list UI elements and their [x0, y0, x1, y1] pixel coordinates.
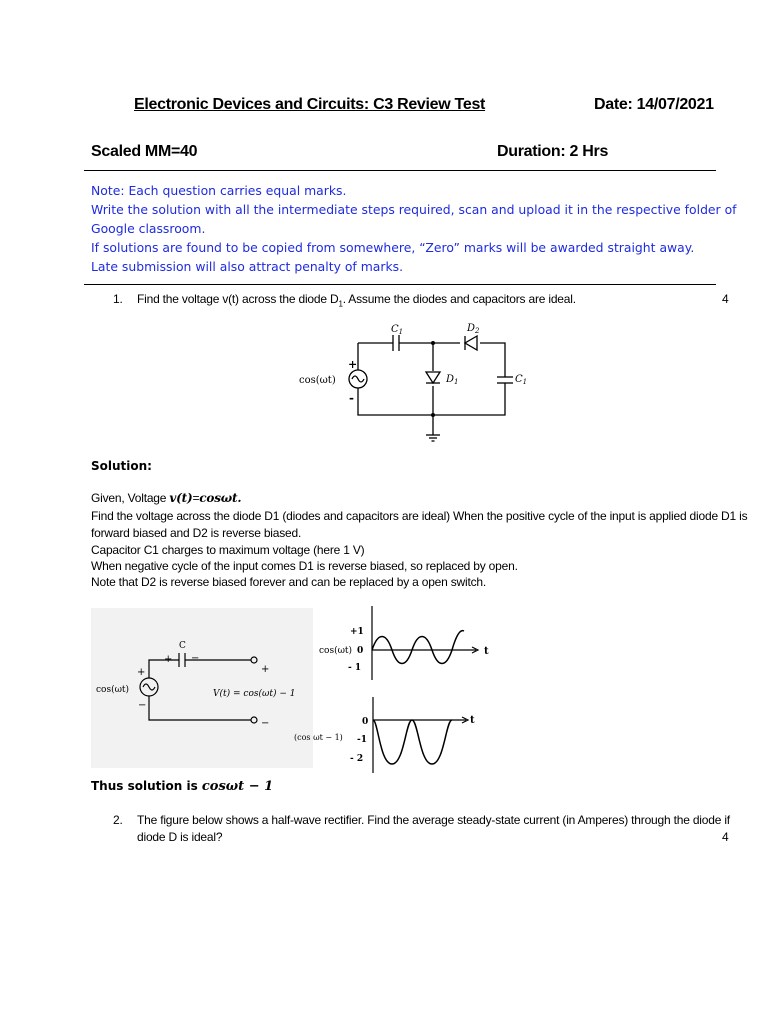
note-line-3: Google classroom.: [91, 221, 206, 236]
note-divider: [84, 284, 716, 285]
q1-source-label: cos(ωt): [299, 375, 336, 386]
graph-top-tick-0: 0: [357, 646, 364, 656]
test-title: Electronic Devices and Circuits: C3 Review Test: [134, 96, 486, 113]
solution-conclusion: Thus solution is cosωt − 1: [91, 779, 274, 794]
graph-top-xlabel: t: [484, 646, 489, 657]
header-divider: [84, 170, 716, 171]
q2-line-2: diode D is ideal?: [137, 830, 223, 844]
solution-circuit-cap-minus: −: [191, 653, 200, 664]
graph-top-tick-plus1: +1: [350, 627, 364, 637]
q1-marks: 4: [722, 292, 729, 306]
note-line-5: Late submission will also attract penalty of marks.: [91, 259, 404, 274]
solution-circuit-out-plus: +: [261, 664, 270, 675]
solution-circuit-equation: V(t) = cos(ωt) − 1: [213, 689, 296, 699]
graph-top-ylabel: cos(ωt): [319, 646, 353, 656]
graph-bottom-tick-0: 0: [362, 717, 369, 727]
solution-line-4: When negative cycle of the input comes D1 is reverse biased, so replaced by open.: [91, 559, 518, 573]
solution-circuit-cap-plus: +: [164, 654, 173, 665]
q1-circuit-diagram: [295, 318, 535, 443]
q1-text: Find the voltage v(t) across the diode $D_1$. Assume the diodes and capacitors are ideal.: [137, 292, 576, 309]
solution-given: Given, Voltage v(t)=cosωt.: [91, 491, 242, 505]
q1-d2-label: $D_2$: [467, 323, 480, 335]
q1-source-plus: +: [348, 358, 358, 371]
graph-bottom-tick-minus1: -1: [357, 735, 367, 745]
graph-bottom-xlabel: t: [470, 715, 475, 726]
q2-line-1: The figure below shows a half-wave rectifier. Find the average steady-state current (in Amperes) through the diode if: [137, 813, 730, 827]
solution-line-1: Find the voltage across the diode D1 (diodes and capacitors are ideal) When the positive cycle of the input is applied diode D1 is: [91, 509, 748, 523]
solution-circuit-source-plus: +: [137, 667, 146, 678]
solution-line-3: Capacitor C1 charges to maximum voltage (here 1 V): [91, 543, 365, 557]
test-date: Date: 14/07/2021: [594, 96, 714, 113]
q1-c1-top-label: $C_1$: [391, 324, 404, 336]
solution-circuit-out-minus: −: [261, 718, 270, 729]
graph-top-tick-minus1: - 1: [348, 663, 362, 673]
solution-circuit-source-label: cos(ωt): [96, 685, 130, 695]
test-duration: Duration: 2 Hrs: [497, 143, 609, 160]
q1-source-minus: -: [349, 391, 354, 405]
graph-bottom-tick-minus2: - 2: [350, 754, 364, 764]
q2-number: 2.: [113, 813, 123, 827]
q1-c1-right-label: $C_1$: [515, 374, 528, 386]
q1-d1-label: $D_1$: [446, 374, 459, 386]
note-line-4: If solutions are found to be copied from somewhere, “Zero” marks will be awarded straight away.: [91, 240, 695, 255]
graph-input-cos: [312, 603, 502, 683]
solution-circuit-diagram: [91, 608, 313, 768]
q2-marks: 4: [722, 830, 729, 844]
solution-heading: Solution:: [91, 459, 152, 473]
q1-number: 1.: [113, 292, 123, 306]
graph-bottom-ylabel: (cos ωt − 1): [294, 733, 343, 742]
graph-output-cos-minus-1: [290, 694, 490, 776]
note-line-1: Note: Each question carries equal marks.: [91, 183, 347, 198]
note-line-2: Write the solution with all the intermediate steps required, scan and upload it in the respective folder of: [91, 202, 737, 217]
solution-line-5: Note that D2 is reverse biased forever and can be replaced by a open switch.: [91, 575, 487, 589]
solution-line-2: forward biased and D2 is reverse biased.: [91, 526, 302, 540]
solution-circuit-source-minus: −: [138, 700, 147, 711]
solution-circuit-cap-label: C: [179, 641, 186, 651]
scaled-marks: Scaled MM=40: [91, 143, 198, 160]
